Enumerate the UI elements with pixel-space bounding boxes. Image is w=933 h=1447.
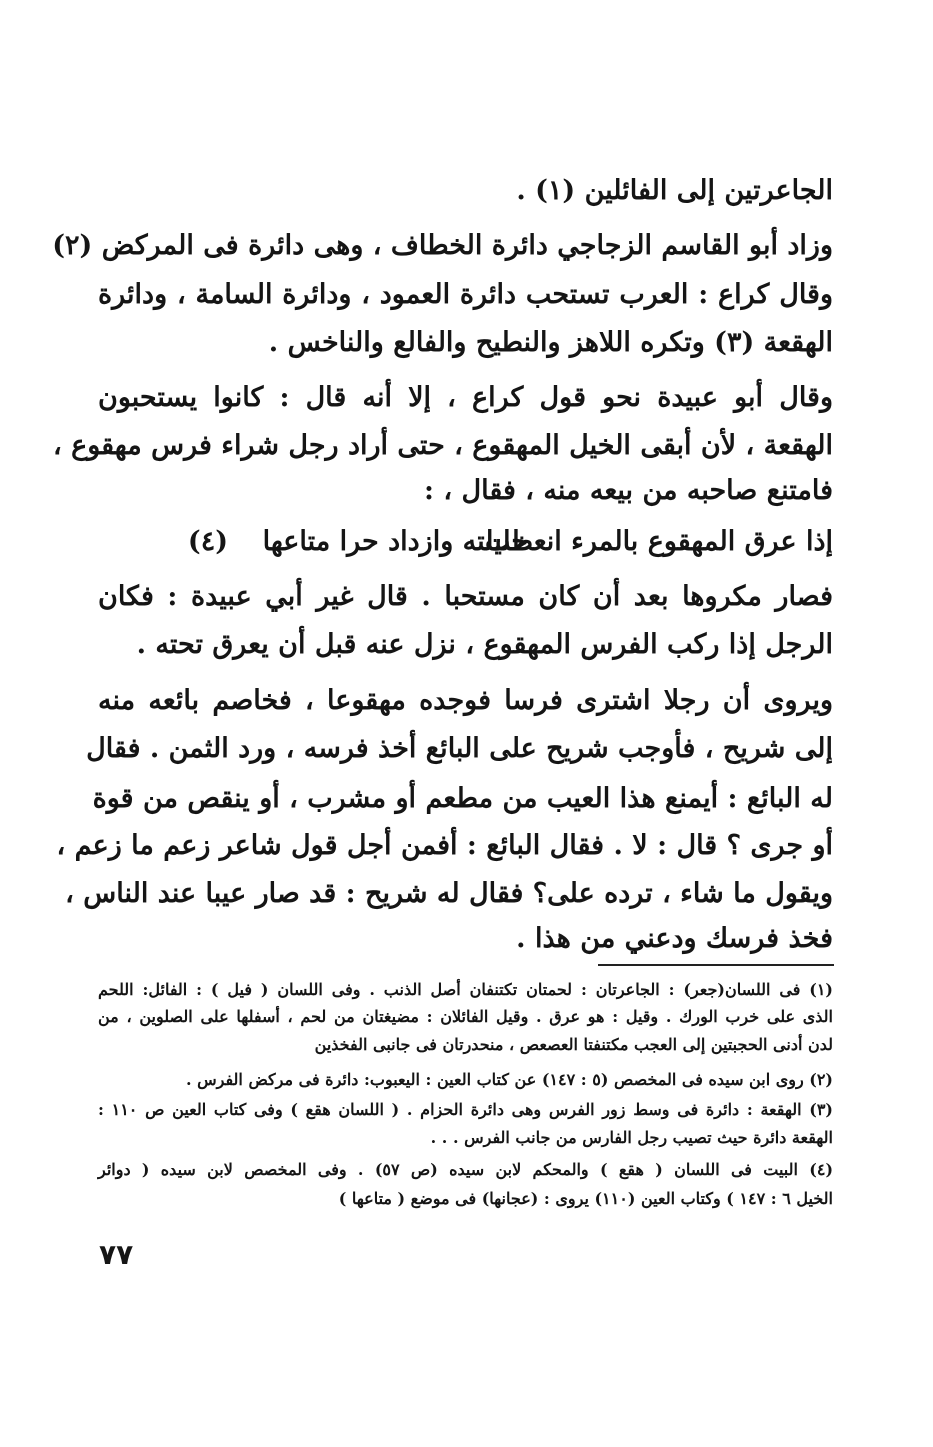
body-line: إلى شريح ، فأوجب شريح على البائع أخذ فرسه ، ورد الثمن . فقال [86, 733, 833, 764]
footnote-separator [598, 964, 834, 966]
footnote-line: (١) فى اللسان(جعر) : الجاعرتان : لحمتان تكتنفان أصل الذنب . وفى اللسان ( فيل ) : الفائل: اللحم [98, 980, 833, 999]
body-line: وزاد أبو القاسم الزجاجي دائرة الخطاف ، وهى دائرة فى المركض (٢) [52, 230, 833, 261]
page-number: ٧٧ [99, 1238, 134, 1271]
footnote-line: الهقعة دائرة حيث تصيب رجل الفارس من جانب الفرس . . . [430, 1128, 833, 1147]
footnote-line: الذى على خرب الورك . وقيل : هو عرق . وقيل الفائلان : مضيغتان من لحم ، أسفلها على الصلوين ، من [98, 1007, 833, 1026]
footnote-line: (٢) روى ابن سيده فى المخصص (٥ : ١٤٧) عن كتاب العين : اليعبوب: دائرة فى مركض الفرس . [185, 1070, 833, 1089]
body-line: أو جرى ؟ قال : لا . فقال البائع : أفمن أجل قول شاعر زعم ما زعم ، [56, 830, 833, 861]
body-line: فامتنع صاحبه من بيعه منه ، فقال ، : [424, 475, 833, 506]
verse-hemistich-first: إذا عرق المهقوع بالمرء انعظت [485, 526, 833, 557]
body-line: فخذ فرسك ودعني من هذا . [516, 923, 833, 954]
body-line: الهقعة ، لأن أبقى الخيل المهقوع ، حتى أراد رجل شراء فرس مهقوع ، [52, 430, 833, 461]
body-line: له البائع : أيمنع هذا العيب من مطعم أو مشرب ، أو ينقص من قوة [92, 783, 833, 814]
body-line: ويقول ما شاء ، ترده على؟ فقال له شريح : قد صار عيبا عند الناس ، [65, 878, 833, 909]
footnote-line: (٣) الهقعة : دائرة فى وسط زور الفرس وهى دائرة الحزام . ( اللسان هقع ) وفى كتاب العين ص ١١٠ : [98, 1100, 833, 1119]
body-line: الهقعة (٣) وتكره اللاهز والنطيح والفالع والناخس . [268, 327, 833, 358]
body-line: ويروى أن رجلا اشترى فرسا فوجده مهقوعا ، فخاصم بائعه منه [98, 685, 833, 716]
body-line: فصار مكروها بعد أن كان مستحبا . قال غير أبي عبيدة : فكان [98, 581, 833, 612]
verse-footnote-marker: (٤) [187, 526, 228, 557]
footnote-line: لدن أدنى الحجبتين إلى العجب مكتنفتا العصعص ، منحدرتان فى جانبى الفخذين [314, 1035, 833, 1054]
body-line: الجاعرتين إلى الفائلين (١) . [516, 175, 833, 206]
verse-line [98, 523, 833, 561]
verse-hemistich-second: حليلته وازداد حرا متاعها [262, 526, 528, 557]
body-line: وقال كراع : العرب تستحب دائرة العمود ، ودائرة السامة ، ودائرة [98, 279, 833, 310]
body-line: الرجل إذا ركب الفرس المهقوع ، نزل عنه قبل أن يعرق تحته . [136, 629, 833, 660]
footnote-line: الخيل ٦ : ١٤٧ ) وكتاب العين (١١٠) يروى : (عجانها) فى موضع ( متاعها ) [338, 1189, 833, 1208]
footnote-line: (٤) البيت فى اللسان ( هقع ) والمحكم لابن سيده (ص ٥٧) . وفى المخصص لابن سيده ( دوائر [98, 1160, 834, 1179]
body-line: وقال أبو عبيدة نحو قول كراع ، إلا أنه قال : كانوا يستحبون [98, 382, 833, 413]
